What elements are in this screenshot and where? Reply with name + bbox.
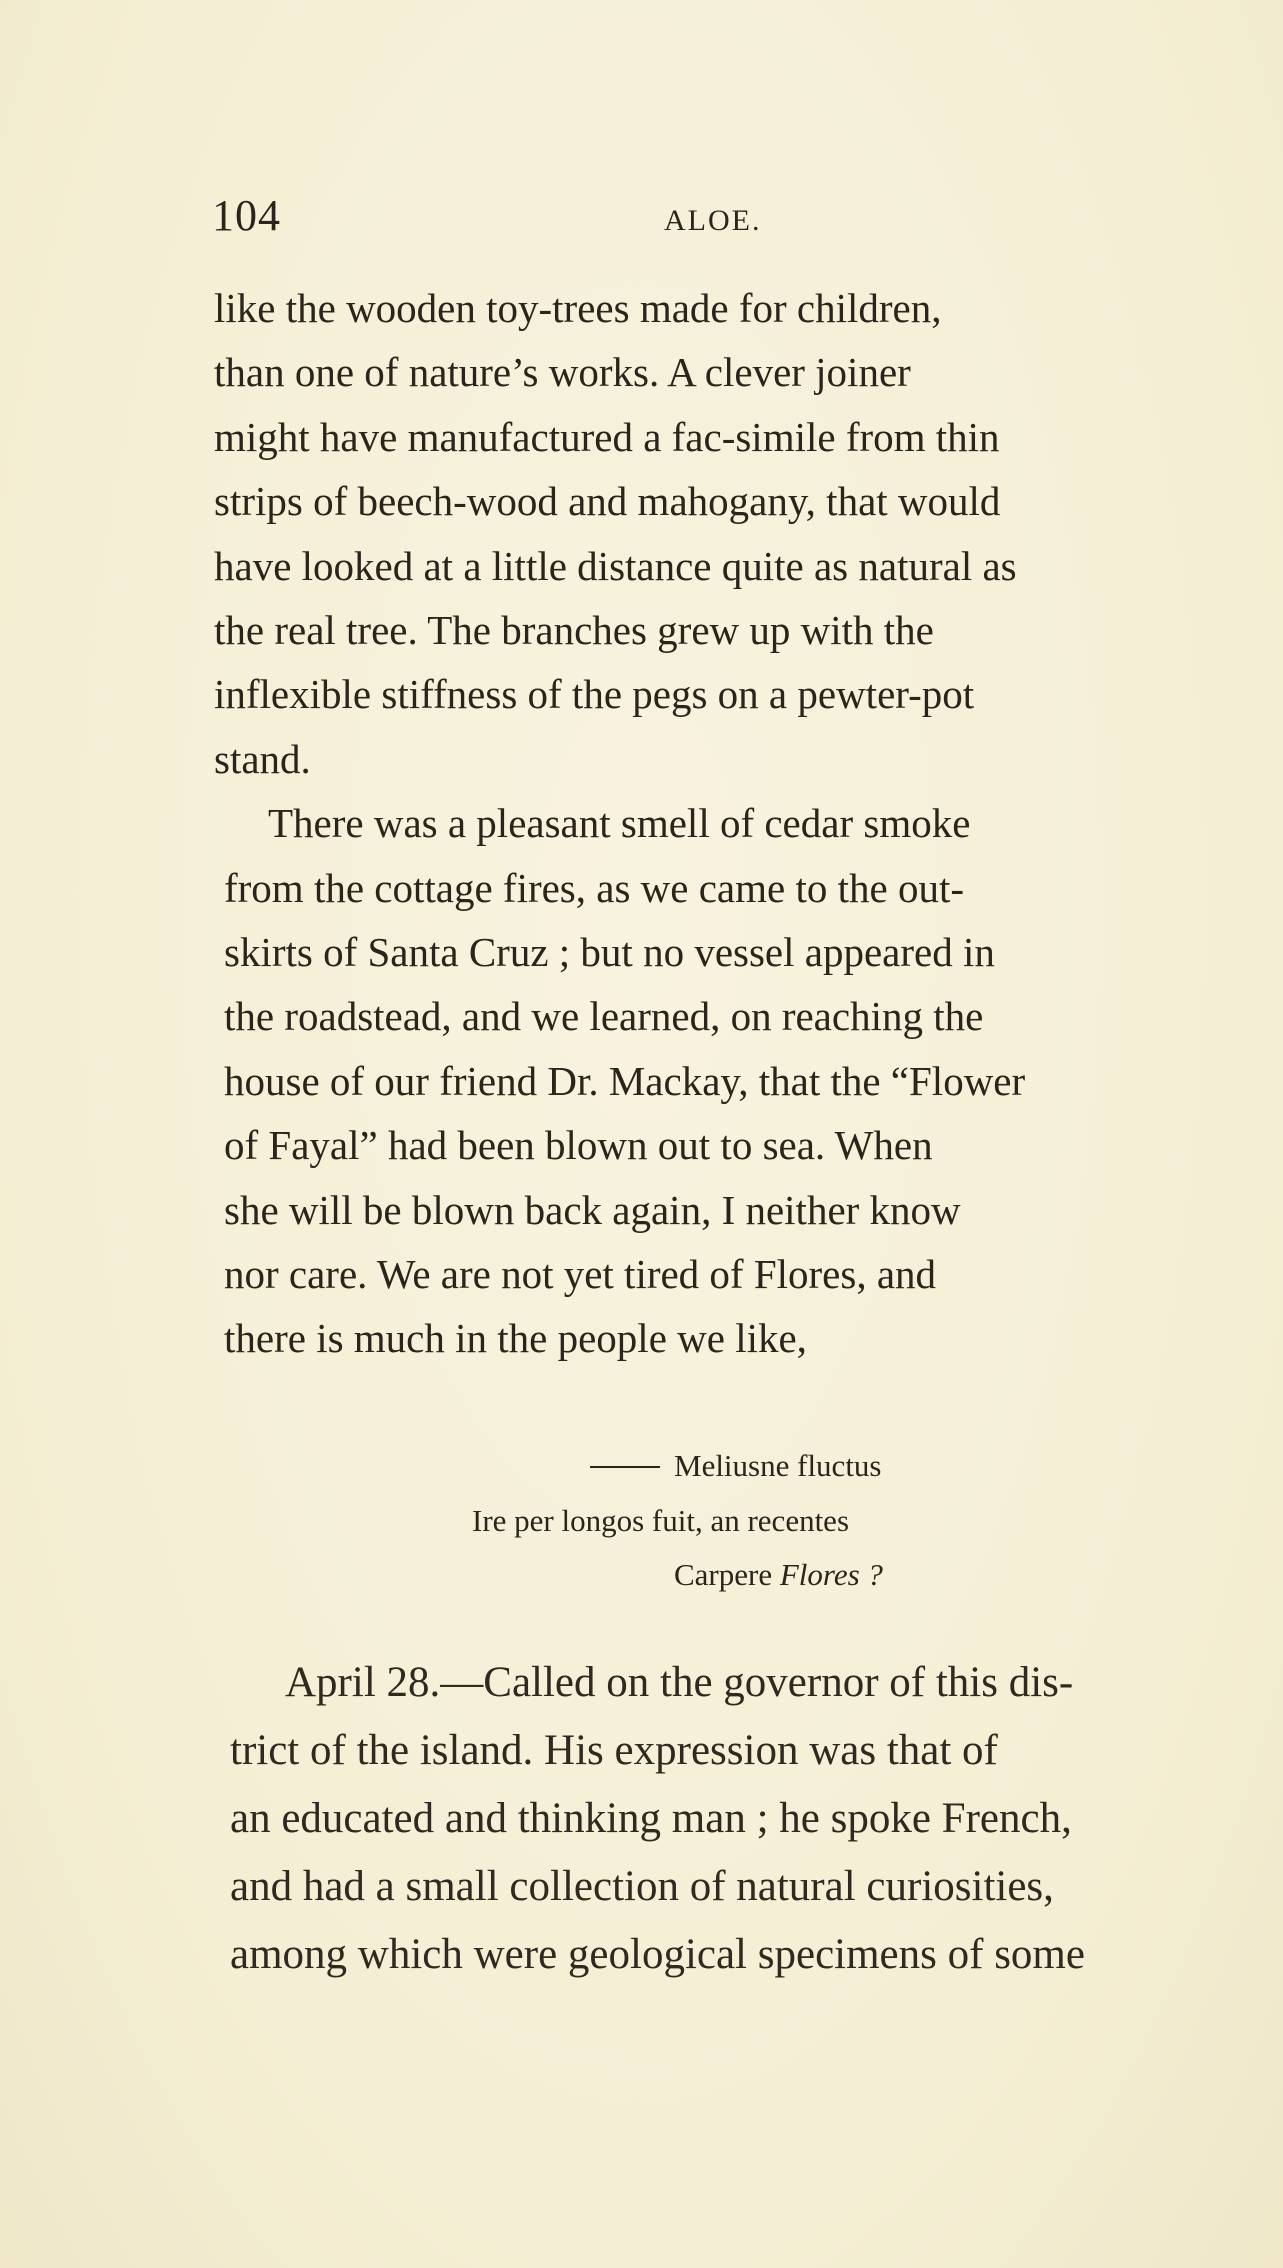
text-line: There was a pleasant smell of cedar smoke	[268, 800, 971, 846]
text-line: of Fayal” had been blown out to sea. When	[224, 1122, 933, 1168]
text-line: than one of nature’s works. A clever joiner	[214, 349, 911, 395]
verse-line	[590, 1442, 882, 1490]
text-line: the real tree. The branches grew up with the	[214, 607, 934, 653]
verse-text: Carpere	[674, 1557, 773, 1592]
text-line: and had a small collection of natural curiosities,	[230, 1863, 1054, 1910]
running-title: ALOE.	[664, 204, 762, 237]
text-line: she will be blown back again, I neither know	[224, 1187, 961, 1233]
text-line: might have manufactured a fac-simile from thin	[214, 414, 1000, 460]
em-dash-rule	[590, 1466, 660, 1468]
page-number: 104	[212, 191, 281, 240]
text-line: like the wooden toy-trees made for children,	[214, 285, 942, 331]
text-line: house of our friend Dr. Mackay, that the “Flower	[224, 1058, 1026, 1104]
verse-text: Meliusne fluctus	[674, 1448, 882, 1483]
verse-italic-text: Flores ?	[779, 1557, 883, 1592]
text-line: the roadstead, and we learned, on reaching the	[224, 993, 984, 1039]
text-line: trict of the island. His expression was that of	[230, 1727, 998, 1774]
page-header	[212, 190, 1212, 250]
text-line: from the cottage fires, as we came to the out-	[224, 865, 964, 911]
text-line: inflexible stiffness of the pegs on a pewter-pot	[214, 671, 975, 717]
verse-line: Ire per longos fuit, an recentes	[472, 1503, 850, 1538]
text-line: skirts of Santa Cruz ; but no vessel appeared in	[224, 929, 995, 975]
text-line: strips of beech-wood and mahogany, that would	[214, 478, 1001, 524]
text-line: an educated and thinking man ; he spoke French,	[230, 1795, 1072, 1842]
text-line: among which were geological specimens of some	[230, 1931, 1085, 1978]
text-line: nor care. We are not yet tired of Flores, and	[224, 1251, 937, 1297]
verse-line	[674, 1551, 883, 1599]
text-line: there is much in the people we like,	[224, 1315, 807, 1361]
text-line: April 28.—Called on the governor of this dis-	[285, 1659, 1074, 1706]
text-line: stand.	[214, 736, 311, 782]
text-line: have looked at a little distance quite as natural as	[214, 543, 1017, 589]
